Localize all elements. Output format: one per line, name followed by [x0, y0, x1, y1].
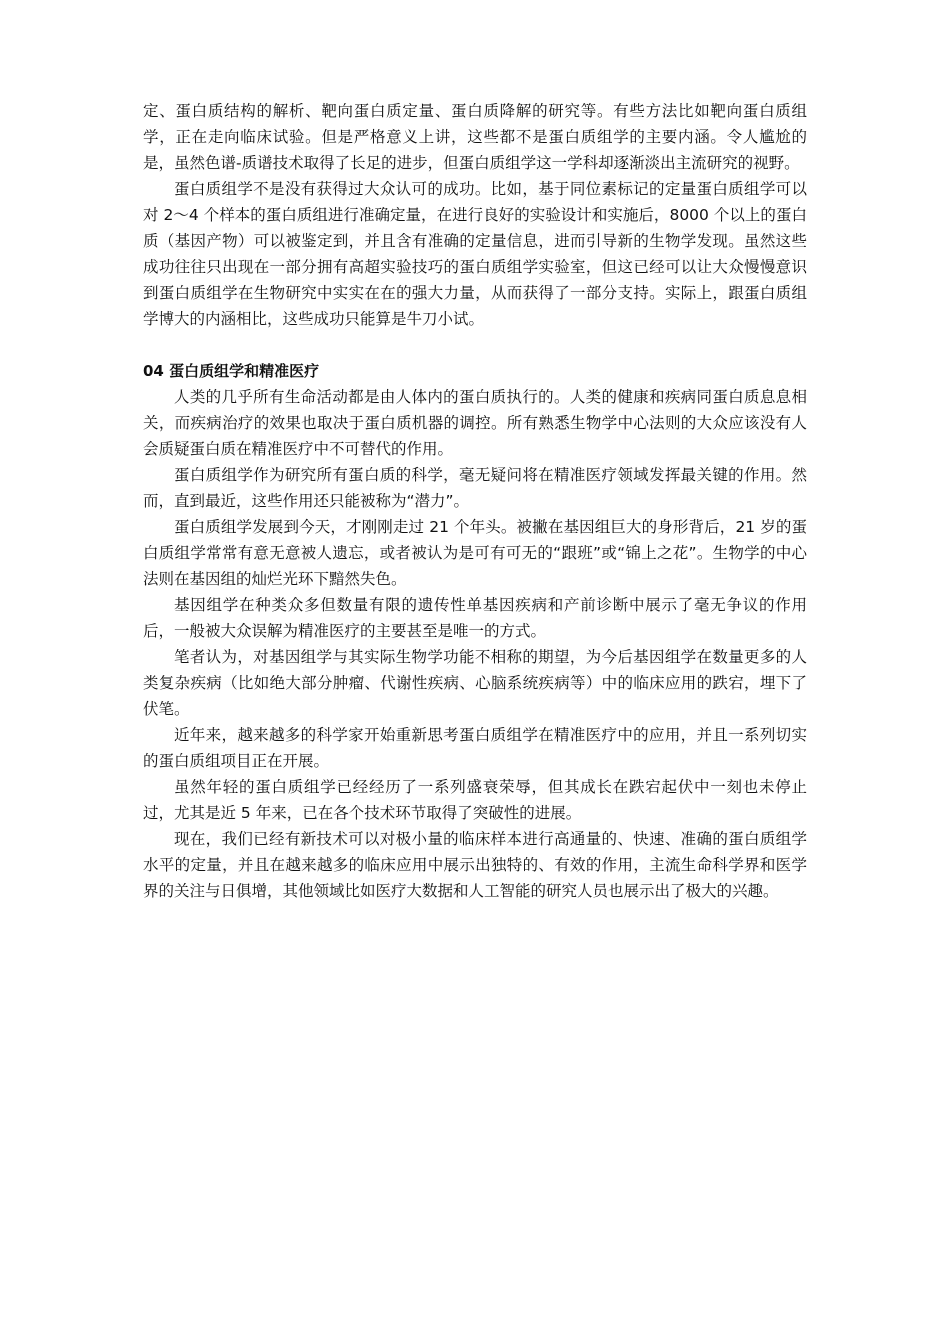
paragraph: 人类的几乎所有生命活动都是由人体内的蛋白质执行的。人类的健康和疾病同蛋白质息息相关，而疾病治疗的效果也取决于蛋白质机器的调控。所有熟悉生物学中心法则的大众应该没有人会质疑蛋白质在精准医疗中不可替代的作用。: [143, 388, 807, 458]
paragraph: 笔者认为，对基因组学与其实际生物学功能不相称的期望，为今后基因组学在数量更多的人类复杂疾病（比如绝大部分肿瘤、代谢性疾病、心脑系统疾病等）中的临床应用的跌宕，埋下了伏笔。: [143, 648, 807, 718]
paragraph: 虽然年轻的蛋白质组学已经经历了一系列盛衰荣辱，但其成长在跌宕起伏中一刻也未停止过，尤其是近 5 年来，已在各个技术环节取得了突破性的进展。: [143, 778, 807, 822]
paragraph: 现在，我们已经有新技术可以对极小量的临床样本进行高通量的、快速、准确的蛋白质组学水平的定量，并且在越来越多的临床应用中展示出独特的、有效的作用，主流生命科学界和医学界的关注与日俱增，其他领域比如医疗大数据和人工智能的研究人员也展示出了极大的兴趣。: [143, 830, 807, 900]
paragraph: 蛋白质组学作为研究所有蛋白质的科学，毫无疑问将在精准医疗领域发挥最关键的作用。然而，直到最近，这些作用还只能被称为“潜力”。: [143, 466, 807, 510]
paragraph-spacer: [143, 332, 807, 358]
document-page: [143, 98, 807, 904]
paragraph: 基因组学在种类众多但数量有限的遗传性单基因疾病和产前诊断中展示了毫无争议的作用后，一般被大众误解为精准医疗的主要甚至是唯一的方式。: [143, 596, 807, 640]
paragraph: 蛋白质组学不是没有获得过大众认可的成功。比如，基于同位素标记的定量蛋白质组学可以对 2～4 个样本的蛋白质组进行准确定量，在进行良好的实验设计和实施后，8000 个以上的蛋白质（基因产物）可以被鉴定到，并且含有准确的定量信息，进而引导新的生物学发现。虽然这些成功往往只出现在一部分拥有高超实验技巧的蛋白质组学实验室，但这已经可以让大众慢慢意识到蛋白质组学在生物研究中实实在在的强大力量，从而获得了一部分支持。实际上，跟蛋白质组学博大的内涵相比，这些成功只能算是牛刀小试。: [143, 180, 807, 328]
paragraph: 近年来，越来越多的科学家开始重新思考蛋白质组学在精准医疗中的应用，并且一系列切实的蛋白质组项目正在开展。: [143, 726, 807, 770]
paragraph-continued: 定、蛋白质结构的解析、靶向蛋白质定量、蛋白质降解的研究等。有些方法比如靶向蛋白质组学，正在走向临床试验。但是严格意义上讲，这些都不是蛋白质组学的主要内涵。令人尴尬的是，虽然色谱-质谱技术取得了长足的进步，但蛋白质组学这一学科却逐渐淡出主流研究的视野。: [143, 102, 807, 172]
section-heading: 04 蛋白质组学和精准医疗: [143, 362, 320, 380]
paragraph: 蛋白质组学发展到今天，才刚刚走过 21 个年头。被撇在基因组巨大的身形背后，21 岁的蛋白质组学常常有意无意被人遗忘，或者被认为是可有可无的“跟班”或“锦上之花”。生物学的中心法则在基因组的灿烂光环下黯然失色。: [143, 518, 807, 588]
